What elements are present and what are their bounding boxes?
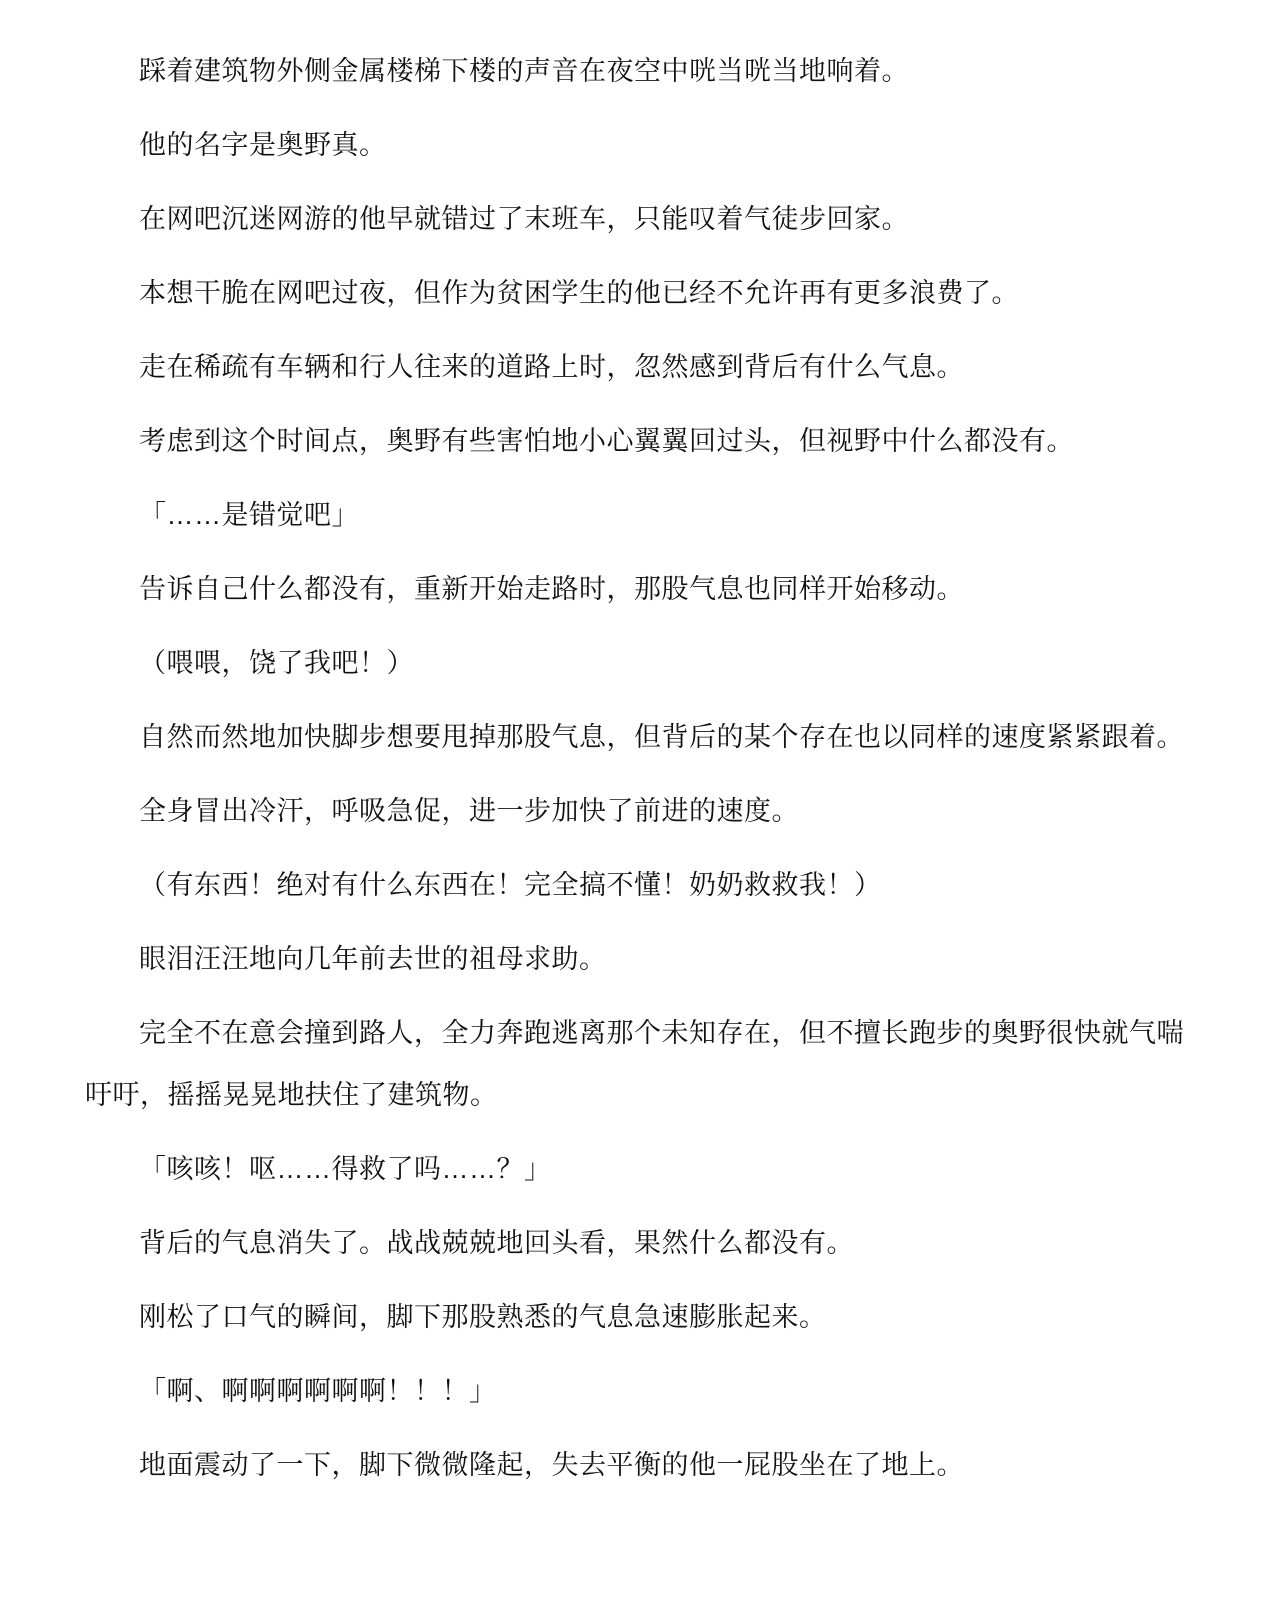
paragraph: 在网吧沉迷网游的他早就错过了末班车，只能叹着气徒步回家。 [139, 204, 909, 234]
paragraph: 走在稀疏有车辆和行人往来的道路上时，忽然感到背后有什么气息。 [139, 352, 964, 382]
paragraph: 考虑到这个时间点，奥野有些害怕地小心翼翼回过头，但视野中什么都没有。 [139, 426, 1074, 456]
paragraph: 背后的气息消失了。战战兢兢地回头看，果然什么都没有。 [139, 1228, 854, 1258]
paragraph-dialogue: 「……是错觉吧」 [139, 500, 359, 530]
paragraph: 他的名字是奥野真。 [139, 130, 387, 160]
paragraph-dialogue: 「咳咳！呕……得救了吗……？」 [139, 1154, 552, 1184]
paragraph-thought: （喂喂，饶了我吧！） [139, 648, 414, 678]
paragraph: 本想干脆在网吧过夜，但作为贫困学生的他已经不允许再有更多浪费了。 [139, 278, 1019, 308]
paragraph: 告诉自己什么都没有，重新开始走路时，那股气息也同样开始移动。 [139, 574, 964, 604]
paragraph: 自然而然地加快脚步想要甩掉那股气息，但背后的某个存在也以同样的速度紧紧跟着。 [139, 722, 1184, 752]
paragraph: 踩着建筑物外侧金属楼梯下楼的声音在夜空中咣当咣当地响着。 [139, 56, 909, 86]
paragraph: 眼泪汪汪地向几年前去世的祖母求助。 [139, 944, 607, 974]
paragraph: 刚松了口气的瞬间，脚下那股熟悉的气息急速膨胀起来。 [139, 1302, 827, 1332]
novel-text-body [85, 40, 1195, 1496]
paragraph: 全身冒出冷汗，呼吸急促，进一步加快了前进的速度。 [139, 796, 799, 826]
paragraph-dialogue: 「啊、啊啊啊啊啊啊！！！」 [139, 1376, 497, 1406]
paragraph-thought: （有东西！绝对有什么东西在！完全搞不懂！奶奶救救我！） [139, 870, 882, 900]
paragraph: 地面震动了一下，脚下微微隆起，失去平衡的他一屁股坐在了地上。 [139, 1450, 964, 1480]
paragraph: 完全不在意会撞到路人，全力奔跑逃离那个未知存在，但不擅长跑步的奥野很快就气喘吁吁，摇摇晃晃地扶住了建筑物。 [85, 1018, 1184, 1110]
